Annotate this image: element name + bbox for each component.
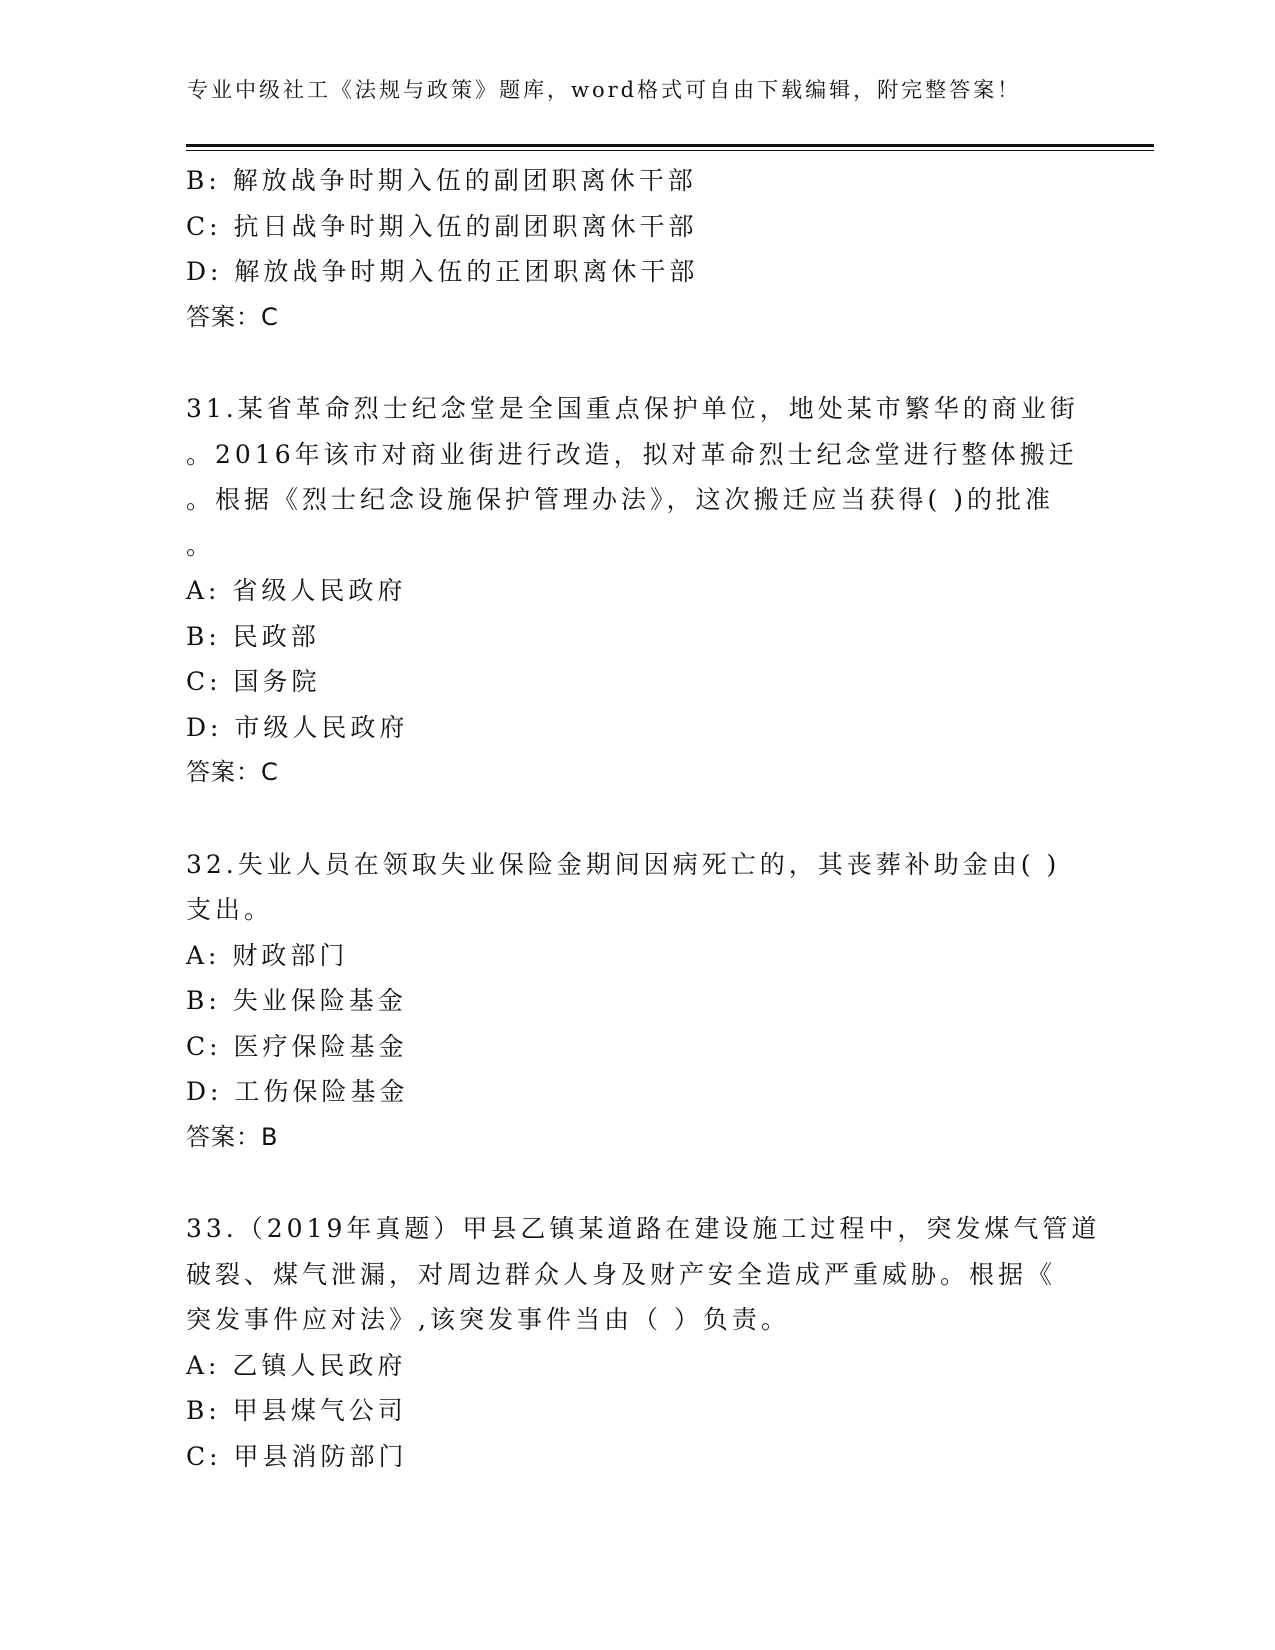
option-b: B: 甲县煤气公司 bbox=[186, 1396, 407, 1425]
option-d: D: 市级人民政府 bbox=[186, 712, 409, 742]
option-a: A: 乙镇人民政府 bbox=[186, 1350, 407, 1380]
question-33 bbox=[186, 1206, 1101, 1479]
question-text-line: 32.失业人员在领取失业保险金期间因病死亡的，其丧葬补助金由( ) bbox=[186, 849, 1061, 879]
option-a: A: 省级人民政府 bbox=[186, 576, 407, 605]
option-b: B: 失业保险基金 bbox=[186, 986, 407, 1015]
header-rule-thick bbox=[186, 144, 1154, 147]
header-rule-thin bbox=[186, 150, 1154, 151]
question-32 bbox=[186, 842, 1086, 1161]
question-text-line: 33.（2019年真题）甲县乙镇某道路在建设施工过程中，突发煤气管道 bbox=[186, 1214, 1101, 1243]
question-31 bbox=[186, 386, 1086, 796]
option-d: D: 工伤保险基金 bbox=[186, 1077, 409, 1106]
question-text-line: 支出。 bbox=[186, 895, 274, 924]
option-b: B: 民政部 bbox=[186, 621, 320, 651]
question-text-line: 破裂、煤气泄漏，对周边群众人身及财产安全造成严重威胁。根据《 bbox=[186, 1259, 1057, 1289]
question-text-line: 。 bbox=[186, 530, 216, 560]
question-text-line: 。2016年该市对商业街进行改造，拟对革命烈士纪念堂进行整体搬迁 bbox=[186, 439, 1078, 469]
option-d: D: 解放战争时期入伍的正团职离休干部 bbox=[186, 257, 699, 286]
option-c: C: 甲县消防部门 bbox=[186, 1441, 408, 1471]
answer-line: 答案：B bbox=[186, 1122, 279, 1151]
answer-line: 答案：C bbox=[186, 758, 279, 786]
option-c: C: 抗日战争时期入伍的副团职离休干部 bbox=[186, 211, 698, 241]
question-fragment-options bbox=[186, 158, 1086, 295]
question-content bbox=[186, 158, 1101, 1479]
question-text-line: 31.某省革命烈士纪念堂是全国重点保护单位，地处某市繁华的商业街 bbox=[186, 394, 1079, 423]
question-text-line: 。根据《烈士纪念设施保护管理办法》，这次搬迁应当获得( )的批准 bbox=[186, 485, 1054, 514]
option-b: B: 解放战争时期入伍的副团职离休干部 bbox=[186, 166, 697, 195]
answer-line: 答案：C bbox=[186, 302, 279, 331]
option-c: C: 医疗保险基金 bbox=[186, 1031, 408, 1061]
option-c: C: 国务院 bbox=[186, 667, 321, 696]
option-a: A: 财政部门 bbox=[186, 940, 349, 970]
page-header: 专业中级社工《法规与政策》题库，word格式可自由下载编辑，附完整答案！ bbox=[187, 78, 1022, 102]
question-text-line: 突发事件应对法》,该突发事件当由（ ）负责。 bbox=[186, 1305, 790, 1334]
